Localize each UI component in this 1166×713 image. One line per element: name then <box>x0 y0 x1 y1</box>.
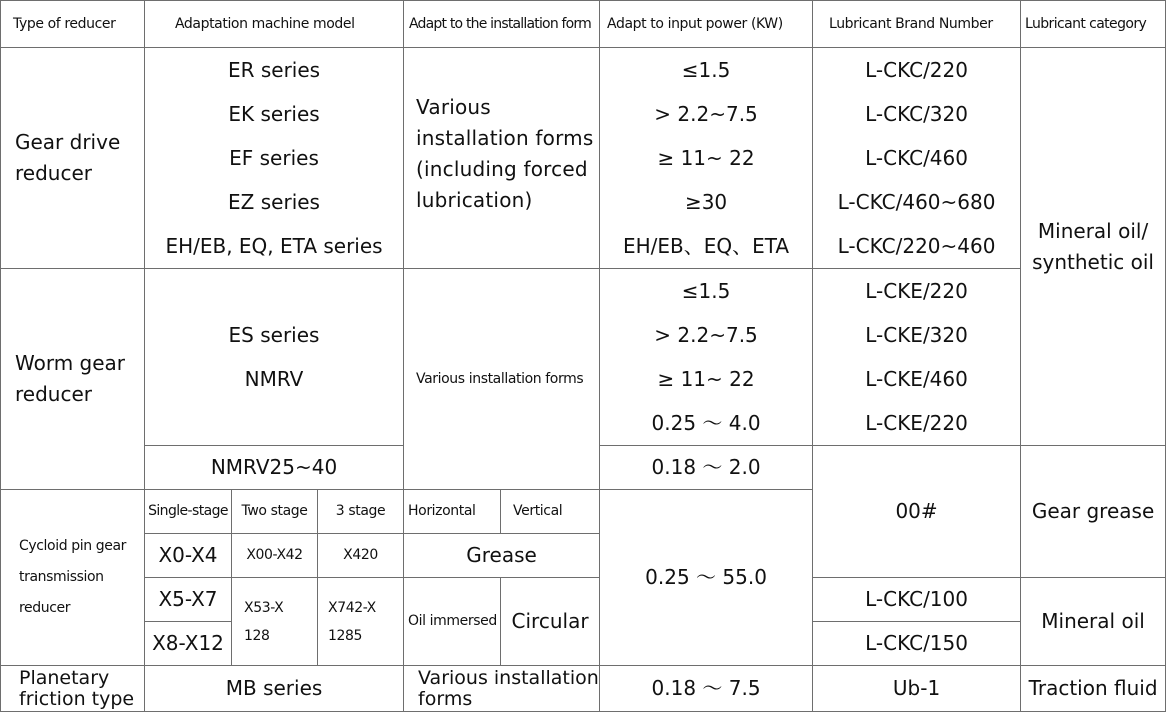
worm-power-3: ≥ 11~ 22 <box>657 367 755 391</box>
worm-brand <box>813 269 1021 446</box>
header-row <box>1 1 1166 48</box>
gear-row <box>1 48 1166 269</box>
planetary-brand: Ub-1 <box>813 666 1021 712</box>
cycloid-three-2-text: X742-X1285 <box>328 599 376 644</box>
gear-power-5: EH/EB、EQ、ETA <box>622 234 790 258</box>
worm-brand-4: L-CKE/220 <box>865 411 968 435</box>
gear-power <box>600 48 813 269</box>
cycloid-stage-three: 3 stage <box>318 490 404 534</box>
planetary-install: Various installation forms <box>404 666 600 712</box>
cycloid-stage-single: Single-stage <box>145 490 232 534</box>
cycloid-stage-two: Two stage <box>232 490 318 534</box>
gear-models <box>145 48 404 269</box>
cycloid-category-grease: Gear grease <box>1021 446 1166 578</box>
gear-model-er: ER series <box>227 58 321 82</box>
cycloid-brand-100: L-CKC/100 <box>813 578 1021 622</box>
worm-brand-2: L-CKE/320 <box>865 323 968 347</box>
worm-model-nmrv: NMRV <box>244 367 304 391</box>
worm-model-small: NMRV25~40 <box>145 446 404 490</box>
cycloid-horizontal: Horizontal <box>404 490 501 534</box>
gear-install: Various installation forms (including forced lubrication) <box>404 48 600 269</box>
gear-model-ez: EZ series <box>228 190 320 214</box>
header-category: Lubricant category <box>1021 1 1166 48</box>
worm-power-1: ≤1.5 <box>681 279 731 303</box>
cycloid-three-1: X420 <box>318 534 404 578</box>
cycloid-single-3: X8-X12 <box>145 622 232 666</box>
worm-power-2: > 2.2~7.5 <box>654 323 758 347</box>
worm-row <box>1 269 1166 446</box>
cycloid-two-2-text: X53-X128 <box>244 599 284 644</box>
planetary-model: MB series <box>145 666 404 712</box>
header-model: Adaptation machine model <box>145 1 404 48</box>
worm-power <box>600 269 813 446</box>
gear-brand-3: L-CKC/460 <box>865 146 968 170</box>
gear-model-ek: EK series <box>228 102 320 126</box>
gear-type: Gear drive reducer <box>1 48 145 269</box>
cycloid-brand-grease: 00# <box>813 446 1021 578</box>
cycloid-three-2 <box>318 578 404 666</box>
cycloid-circular: Circular <box>501 578 600 666</box>
cycloid-power: 0.25 ～ 55.0 <box>600 490 813 666</box>
header-power: Adapt to input power (KW) <box>600 1 813 48</box>
worm-brand-3: L-CKE/460 <box>865 367 968 391</box>
gear-brand-2: L-CKC/320 <box>865 102 968 126</box>
cycloid-single-1: X0-X4 <box>145 534 232 578</box>
worm-models <box>145 269 404 446</box>
planetary-power: 0.18 ～ 7.5 <box>600 666 813 712</box>
worm-power-4: 0.25 ～ 4.0 <box>651 411 761 435</box>
category-mineral-synthetic: Mineral oil/ synthetic oil <box>1021 48 1166 446</box>
planetary-type: Planetary friction type <box>1 666 145 712</box>
cycloid-two-1: X00-X42 <box>232 534 318 578</box>
gear-brand-5: L-CKC/220~460 <box>837 234 996 258</box>
cycloid-type: Cycloid pin gear transmission reducer <box>1 490 145 666</box>
gear-model-eh: EH/EB, EQ, ETA series <box>165 234 383 258</box>
cycloid-row-2 <box>1 578 1166 622</box>
header-install: Adapt to the installation form <box>404 1 600 48</box>
gear-brand-4: L-CKC/460~680 <box>837 190 996 214</box>
cycloid-category-mineral: Mineral oil <box>1021 578 1166 666</box>
gear-brand-1: L-CKC/220 <box>865 58 968 82</box>
header-brand: Lubricant Brand Number <box>813 1 1021 48</box>
worm-power-5: 0.18 ～ 2.0 <box>600 446 813 490</box>
planetary-category: Traction fluid <box>1021 666 1166 712</box>
header-type: Type of reducer <box>1 1 145 48</box>
planetary-row <box>1 666 1166 712</box>
gear-power-4: ≥30 <box>684 190 728 214</box>
gear-model-ef: EF series <box>229 146 319 170</box>
worm-model-es: ES series <box>228 323 320 347</box>
gear-power-3: ≥ 11~ 22 <box>657 146 755 170</box>
cycloid-brand-150: L-CKC/150 <box>813 622 1021 666</box>
cycloid-single-2: X5-X7 <box>145 578 232 622</box>
cycloid-oil-immersed: Oil immersed <box>404 578 501 666</box>
cycloid-two-2 <box>232 578 318 666</box>
gear-power-2: > 2.2~7.5 <box>654 102 758 126</box>
cycloid-grease: Grease <box>404 534 600 578</box>
worm-install: Various installation forms <box>404 269 600 490</box>
worm-type: Worm gear reducer <box>1 269 145 490</box>
worm-brand-1: L-CKE/220 <box>865 279 968 303</box>
gear-brand <box>813 48 1021 269</box>
gear-power-1: ≤1.5 <box>681 58 731 82</box>
cycloid-vertical: Vertical <box>501 490 600 534</box>
